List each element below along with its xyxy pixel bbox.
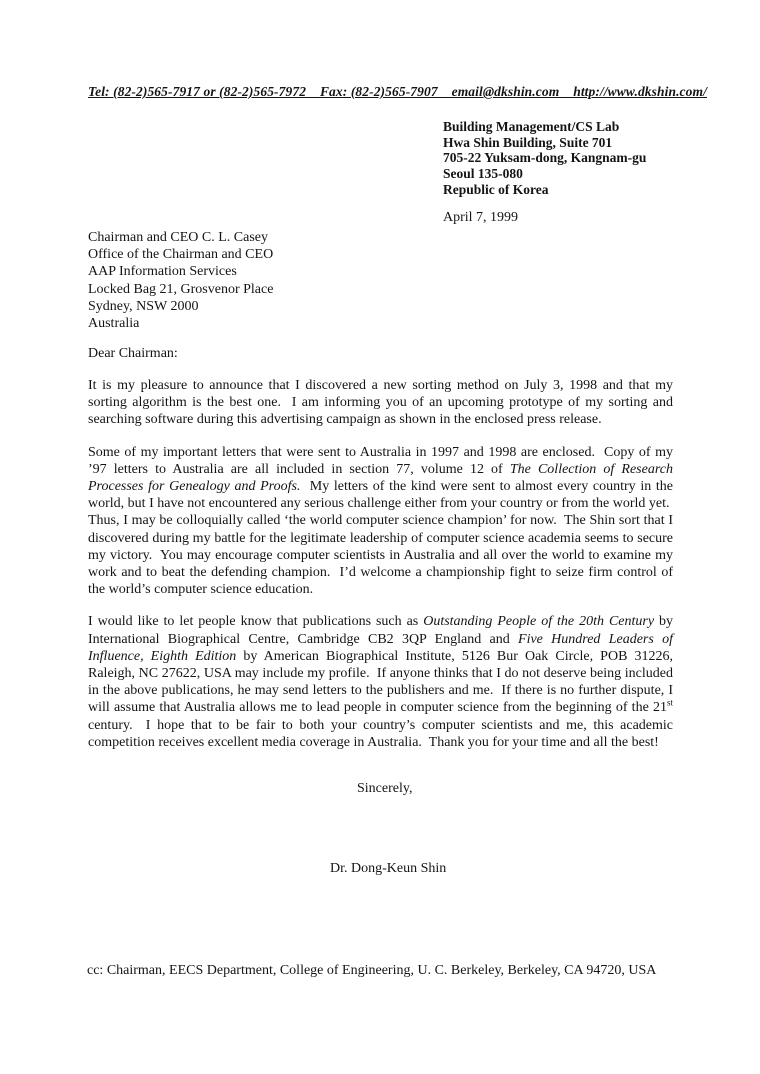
paragraph-text: I would like to let people know that publications such as <box>88 614 424 630</box>
paragraph-text: by American Biographical Institute, 5126 Bur Oak Circle, POB 31226, Raleigh, NC 27622, USA may include my profile. If anyone thinks that I do not deserve being included in the above publications, he may send letters to the publishers and me. If there is no further dispute, I will assume that Australia allows me to lead people in computer science from the beginning of the 21 <box>88 648 673 716</box>
letter-body <box>88 377 673 766</box>
paragraph-text: Some of my important letters that were sent to Australia in 1997 and 1998 are enclosed. Copy of my ’97 letters to Australia are all included in section 77, volume 12 of <box>88 444 673 477</box>
body-paragraph <box>88 444 673 599</box>
address-line: Office of the Chairman and CEO <box>88 247 274 263</box>
address-line: Australia <box>88 316 140 332</box>
closing-line: Sincerely, <box>357 781 413 796</box>
paragraph-text: st <box>666 697 673 708</box>
paragraph-text: by International Biographical Centre, Cambridge CB2 3QP England and <box>88 614 674 647</box>
body-paragraph <box>88 377 673 429</box>
address-line: Seoul 135-080 <box>443 166 523 182</box>
paragraph-text: The Collection of Research Processes for Genealogy and Proofs. <box>88 461 673 495</box>
paragraph-text: Five Hundred Leaders of Influence, Eighth Edition <box>88 631 673 664</box>
body-paragraph <box>88 613 673 751</box>
address-line: Locked Bag 21, Grosvenor Place <box>88 281 274 297</box>
letter-date: April 7, 1999 <box>443 210 519 225</box>
address-line: 705-22 Yuksam-dong, Kangnam-gu <box>443 150 647 166</box>
paragraph-text: century. I hope that to be fair to both your country’s computer scientists and me, this academic competition receives excellent media coverage in Australia. Thank you for your time and all the best! <box>88 717 673 750</box>
cc-line: cc: Chairman, EECS Department, College of Engineering, U. C. Berkeley, Berkeley, CA 94720, USA <box>87 963 657 978</box>
address-line: Sydney, NSW 2000 <box>88 298 199 314</box>
paragraph-text: My letters of the kind were sent to almost every country in the world, but I have not encountered any serious challenge either from your country or from the world yet. Thus, I may be colloquially called ‘the world computer science champion’ for now. The Shin sort that I discovered during my battle for the legitimate leadership of computer science academia seems to secure my victory. You may encourage computer scientists in Australia and all over the world to examine my work and to beat the defending champion. I’d welcome a championship fight to seize firm control of the world’s computer science education. <box>88 479 673 598</box>
contact-header-line: Tel: (82-2)565-7917 or (82-2)565-7972 Fax: (82-2)565-7907 email@dkshin.com http://www.dkshin.com/ <box>88 84 707 99</box>
signature-name: Dr. Dong-Keun Shin <box>330 861 447 876</box>
address-line: Hwa Shin Building, Suite 701 <box>443 134 613 150</box>
sender-address-block <box>443 119 646 198</box>
paragraph-text: It is my pleasure to announce that I discovered a new sorting method on July 3, 1998 and that my sorting algorithm is the best one. I am informing you of an upcoming prototype of my sorting and searching software during this advertising campaign as shown in the enclosed press release. <box>88 378 673 428</box>
recipient-address-block <box>88 229 273 332</box>
address-line: AAP Information Services <box>88 264 237 280</box>
address-line: Chairman and CEO C. L. Casey <box>88 230 269 245</box>
address-line: Building Management/CS Lab <box>443 119 620 134</box>
address-line: Republic of Korea <box>443 181 549 197</box>
salutation: Dear Chairman: <box>88 346 178 361</box>
paragraph-text: Outstanding People of the 20th Century <box>423 614 655 630</box>
